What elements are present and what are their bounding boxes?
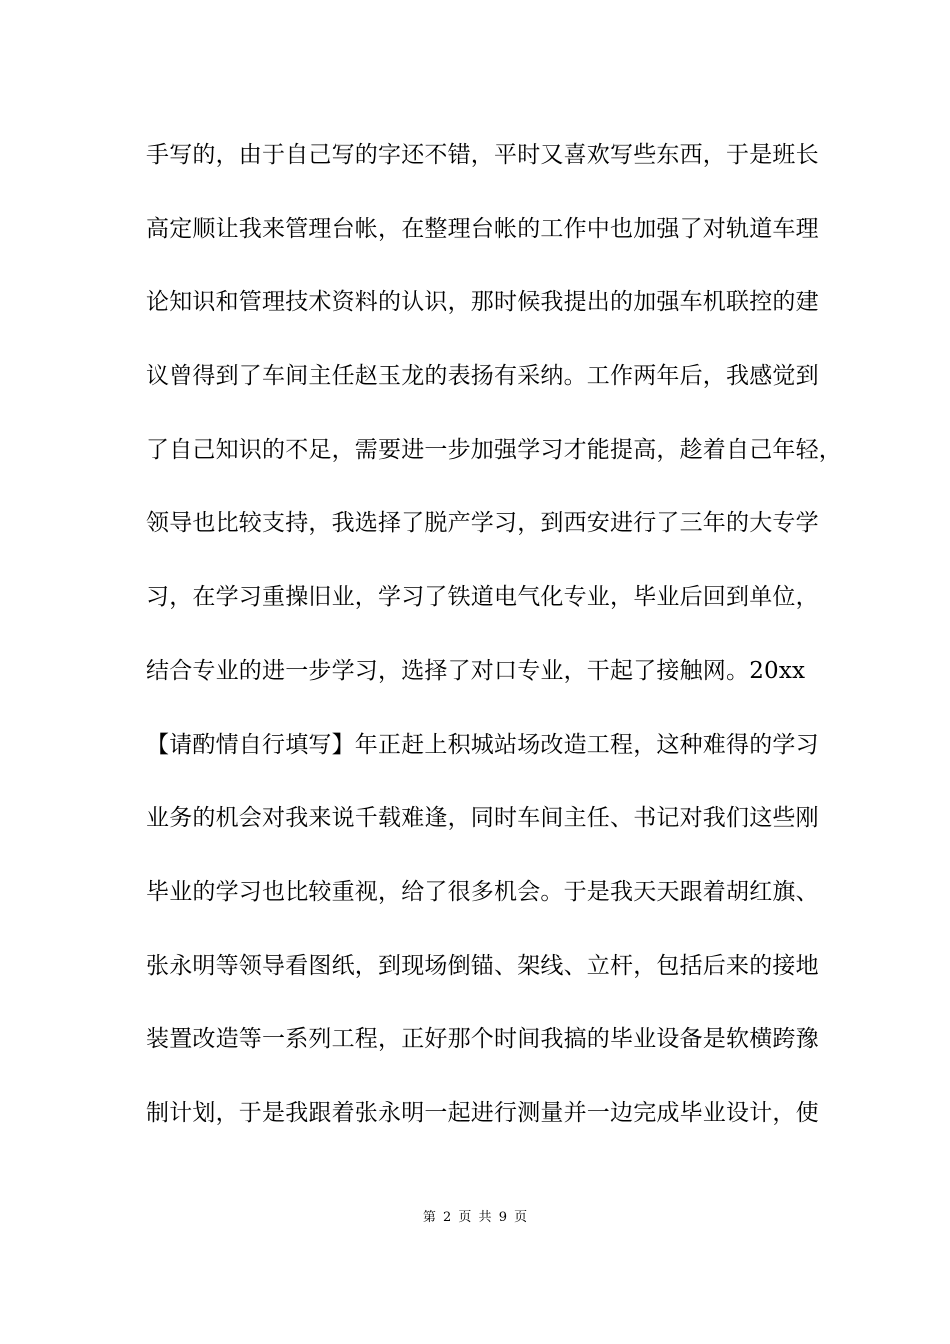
text-line: 议曾得到了车间主任赵玉龙的表扬有采纳。工作两年后，我感觉到 [146, 363, 819, 390]
text-line: 了自己知识的不足，需要进一步加强学习才能提高，趁着自己年轻， [146, 436, 842, 463]
text-line: 业务的机会对我来说千载难逢，同时车间主任、书记对我们这些刚 [146, 805, 819, 832]
text-line: 领导也比较支持，我选择了脱产学习，到西安进行了三年的大专学 [146, 510, 819, 537]
text-line: 毕业的学习也比较重视，给了很多机会。于是我天天跟着胡红旗、 [146, 878, 819, 905]
text-line: 制计划，于是我跟着张永明一起进行测量并一边完成毕业设计，使 [146, 1099, 819, 1126]
text-line: 【请酌情自行填写】年正赶上积城站场改造工程，这种难得的学习 [146, 731, 819, 758]
page-number-footer: 第 2 页 共 9 页 [422, 1210, 528, 1225]
text-line: 装置改造等一系列工程，正好那个时间我搞的毕业设备是软横跨豫 [146, 1026, 819, 1053]
text-line: 张永明等领导看图纸，到现场倒锚、架线、立杆，包括后来的接地 [146, 952, 819, 979]
body-text [146, 130, 842, 1162]
text-line: 高定顺让我来管理台帐，在整理台帐的工作中也加强了对轨道车理 [146, 215, 819, 242]
text-line: 结合专业的进一步学习，选择了对口专业，干起了接触网。20xx [146, 657, 806, 684]
text-line: 习，在学习重操旧业，学习了铁道电气化专业，毕业后回到单位， [146, 584, 819, 611]
text-line: 论知识和管理技术资料的认识，那时候我提出的加强车机联控的建 [146, 289, 819, 316]
text-line: 手写的，由于自己写的字还不错，平时又喜欢写些东西，于是班长 [146, 142, 819, 168]
